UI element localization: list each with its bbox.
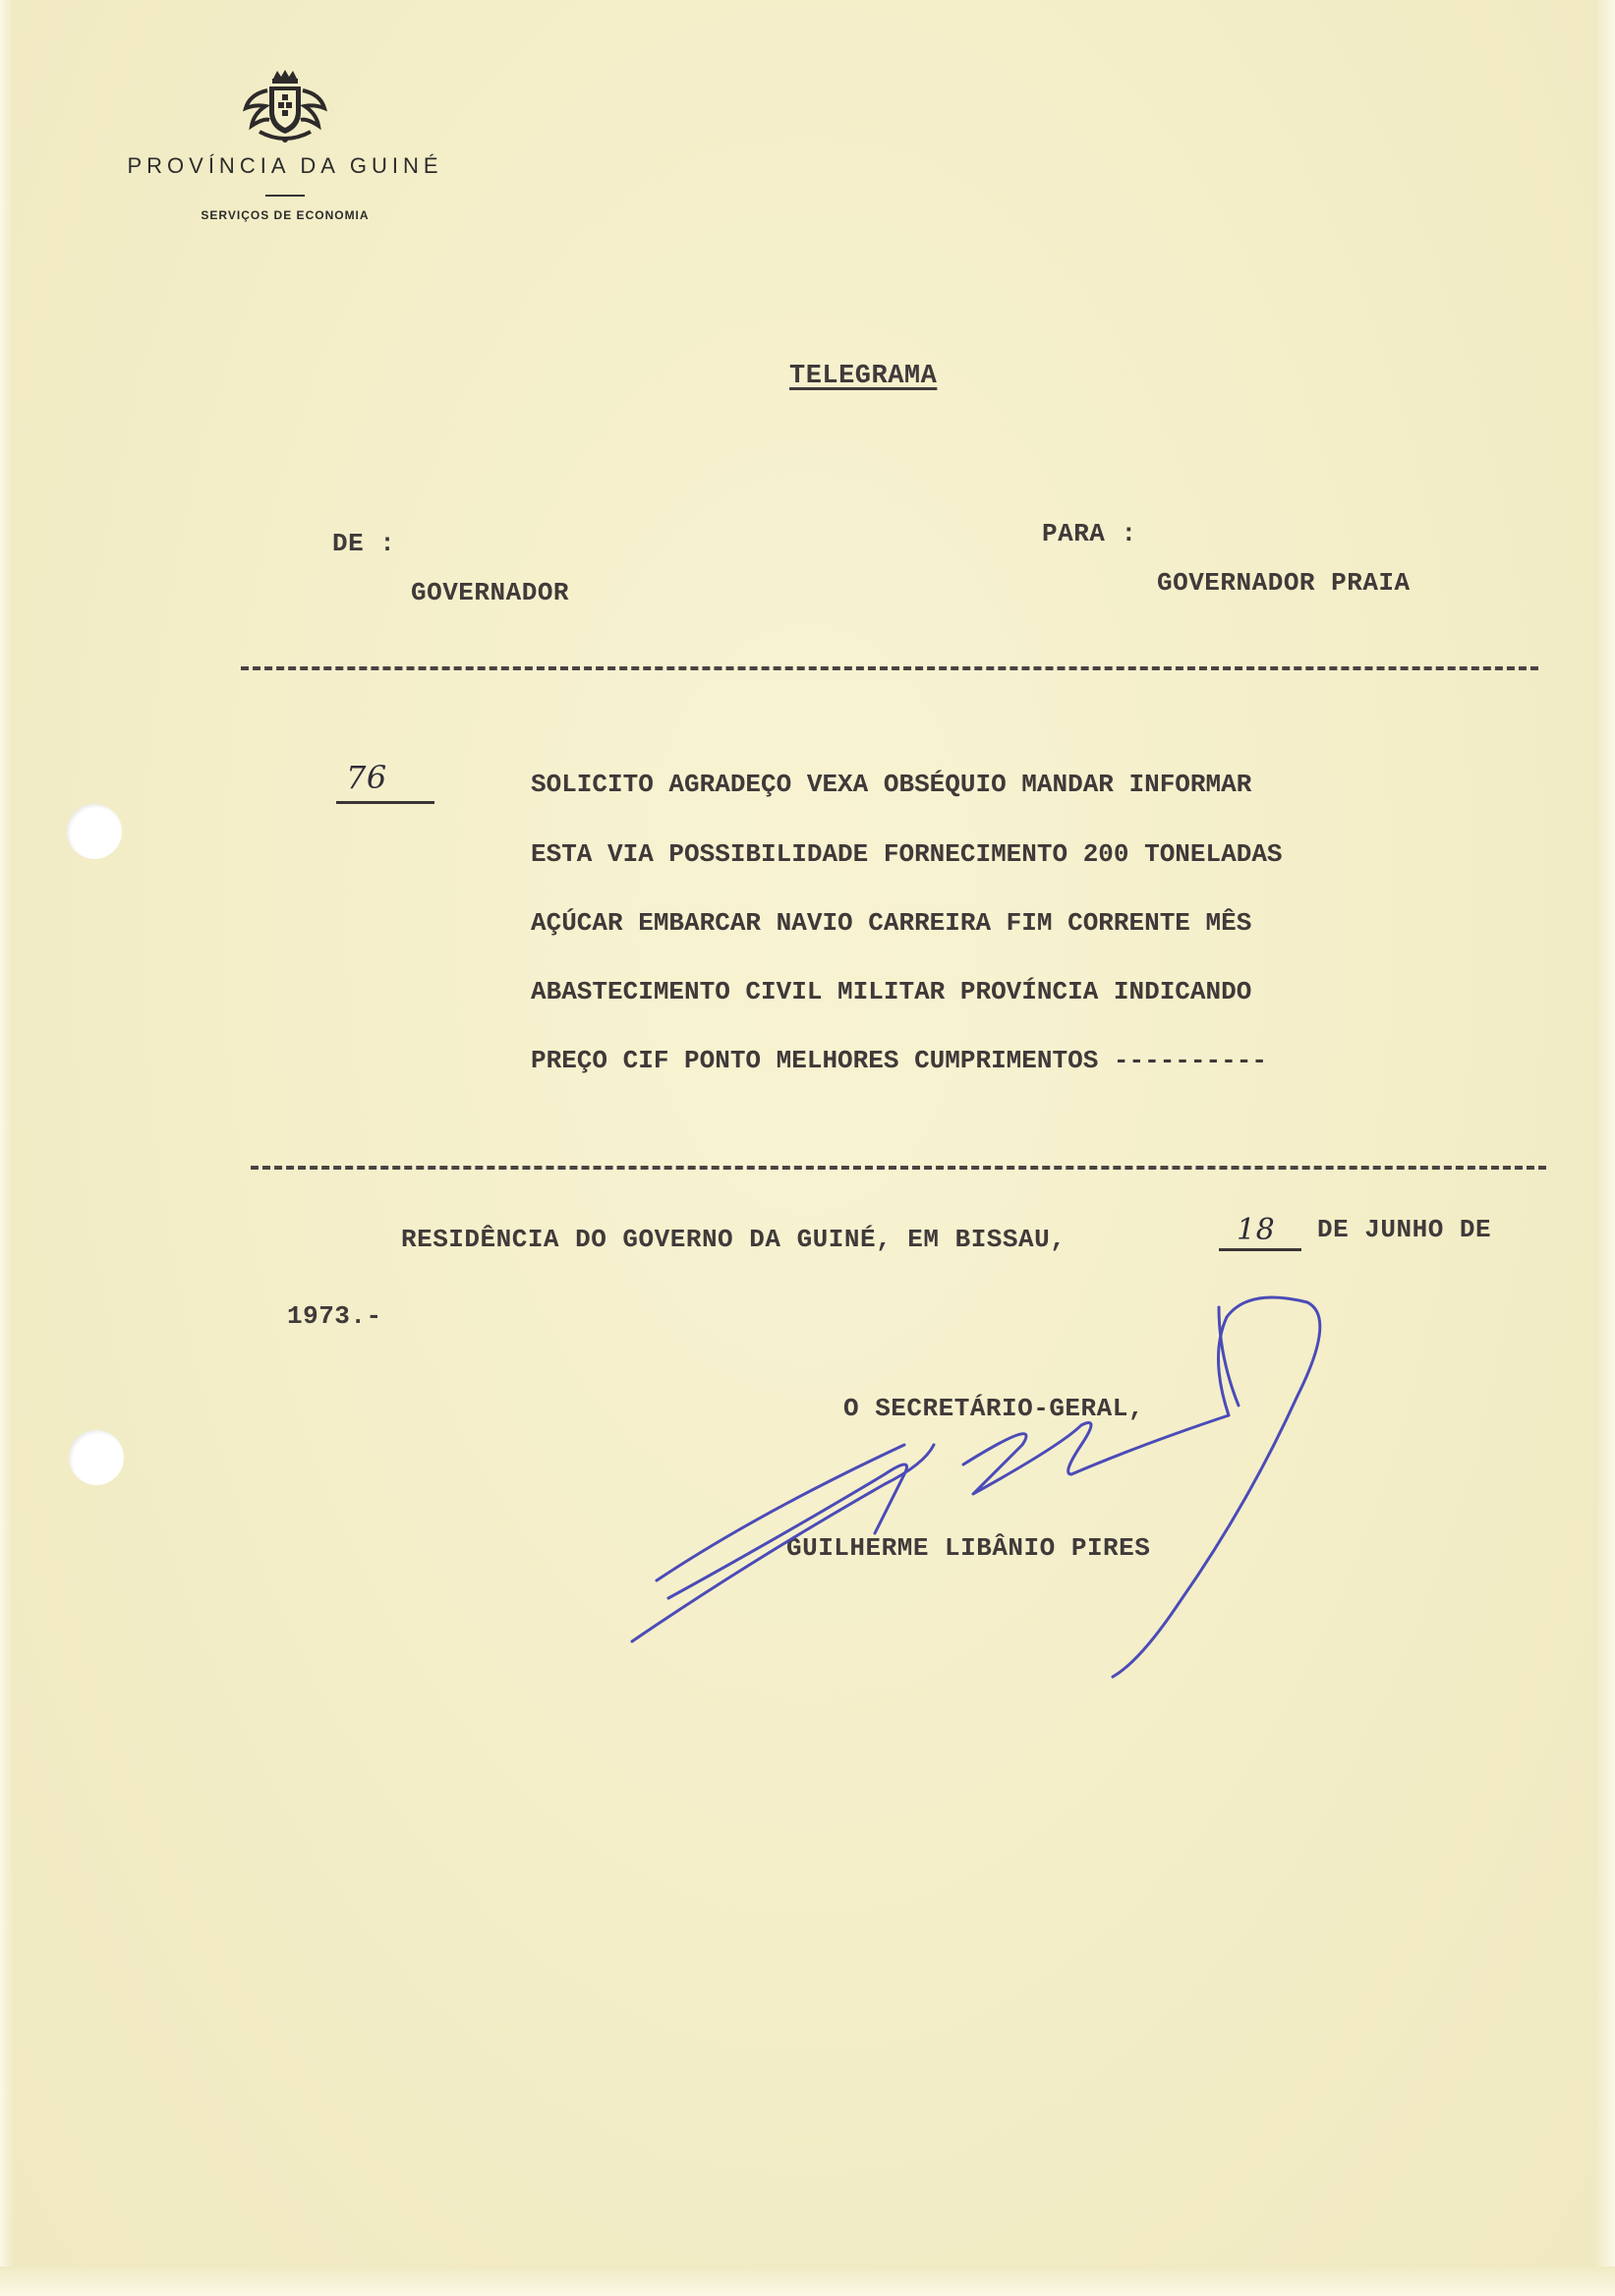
message-line-2: ESTA VIA POSSIBILIDADE FORNECIMENTO 200 TONELADAS <box>531 839 1283 869</box>
separator-top <box>241 666 1538 670</box>
message-line-5: PREÇO CIF PONTO MELHORES CUMPRIMENTOS ---------- <box>531 1046 1267 1075</box>
place-date-suffix: DE JUNHO DE <box>1317 1215 1492 1244</box>
from-label: DE : <box>332 529 396 558</box>
letterhead-department: SERVIÇOS DE ECONOMIA <box>201 208 370 222</box>
separator-bottom <box>251 1166 1546 1170</box>
to-value: GOVERNADOR PRAIA <box>1157 568 1411 598</box>
date-day: 18 <box>1237 1213 1276 1247</box>
message-line-4: ABASTECIMENTO CIVIL MILITAR PROVÍNCIA INDICANDO <box>531 977 1252 1006</box>
message-line-3: AÇÚCAR EMBARCAR NAVIO CARREIRA FIM CORRENTE MÊS <box>531 908 1252 938</box>
letterhead-province: PROVÍNCIA DA GUINÉ <box>127 153 443 178</box>
coat-of-arms-icon <box>236 69 334 147</box>
page-edge-right <box>1593 0 1615 2296</box>
signatory-name: GUILHERME LIBÂNIO PIRES <box>786 1533 1151 1563</box>
place-date-prefix: RESIDÊNCIA DO GOVERNO DA GUINÉ, EM BISSAU, <box>401 1225 1067 1254</box>
message-line-1: SOLICITO AGRADEÇO VEXA OBSÉQUIO MANDAR INFORMAR <box>531 770 1252 799</box>
punch-hole-upper <box>67 804 122 859</box>
date-day-underline <box>1219 1248 1301 1251</box>
to-label: PARA : <box>1042 519 1137 548</box>
from-value: GOVERNADOR <box>411 578 570 607</box>
page-edge-left <box>0 0 14 2296</box>
document-title: TELEGRAMA <box>789 362 938 391</box>
punch-hole-lower <box>69 1430 124 1485</box>
page-edge-bottom <box>0 2267 1615 2296</box>
letterhead <box>79 69 491 222</box>
date-year: 1973.- <box>287 1301 382 1331</box>
message-number: 76 <box>346 759 387 796</box>
signatory-role: O SECRETÁRIO-GERAL, <box>843 1394 1144 1423</box>
message-number-underline <box>336 801 434 804</box>
letterhead-divider <box>265 195 305 197</box>
